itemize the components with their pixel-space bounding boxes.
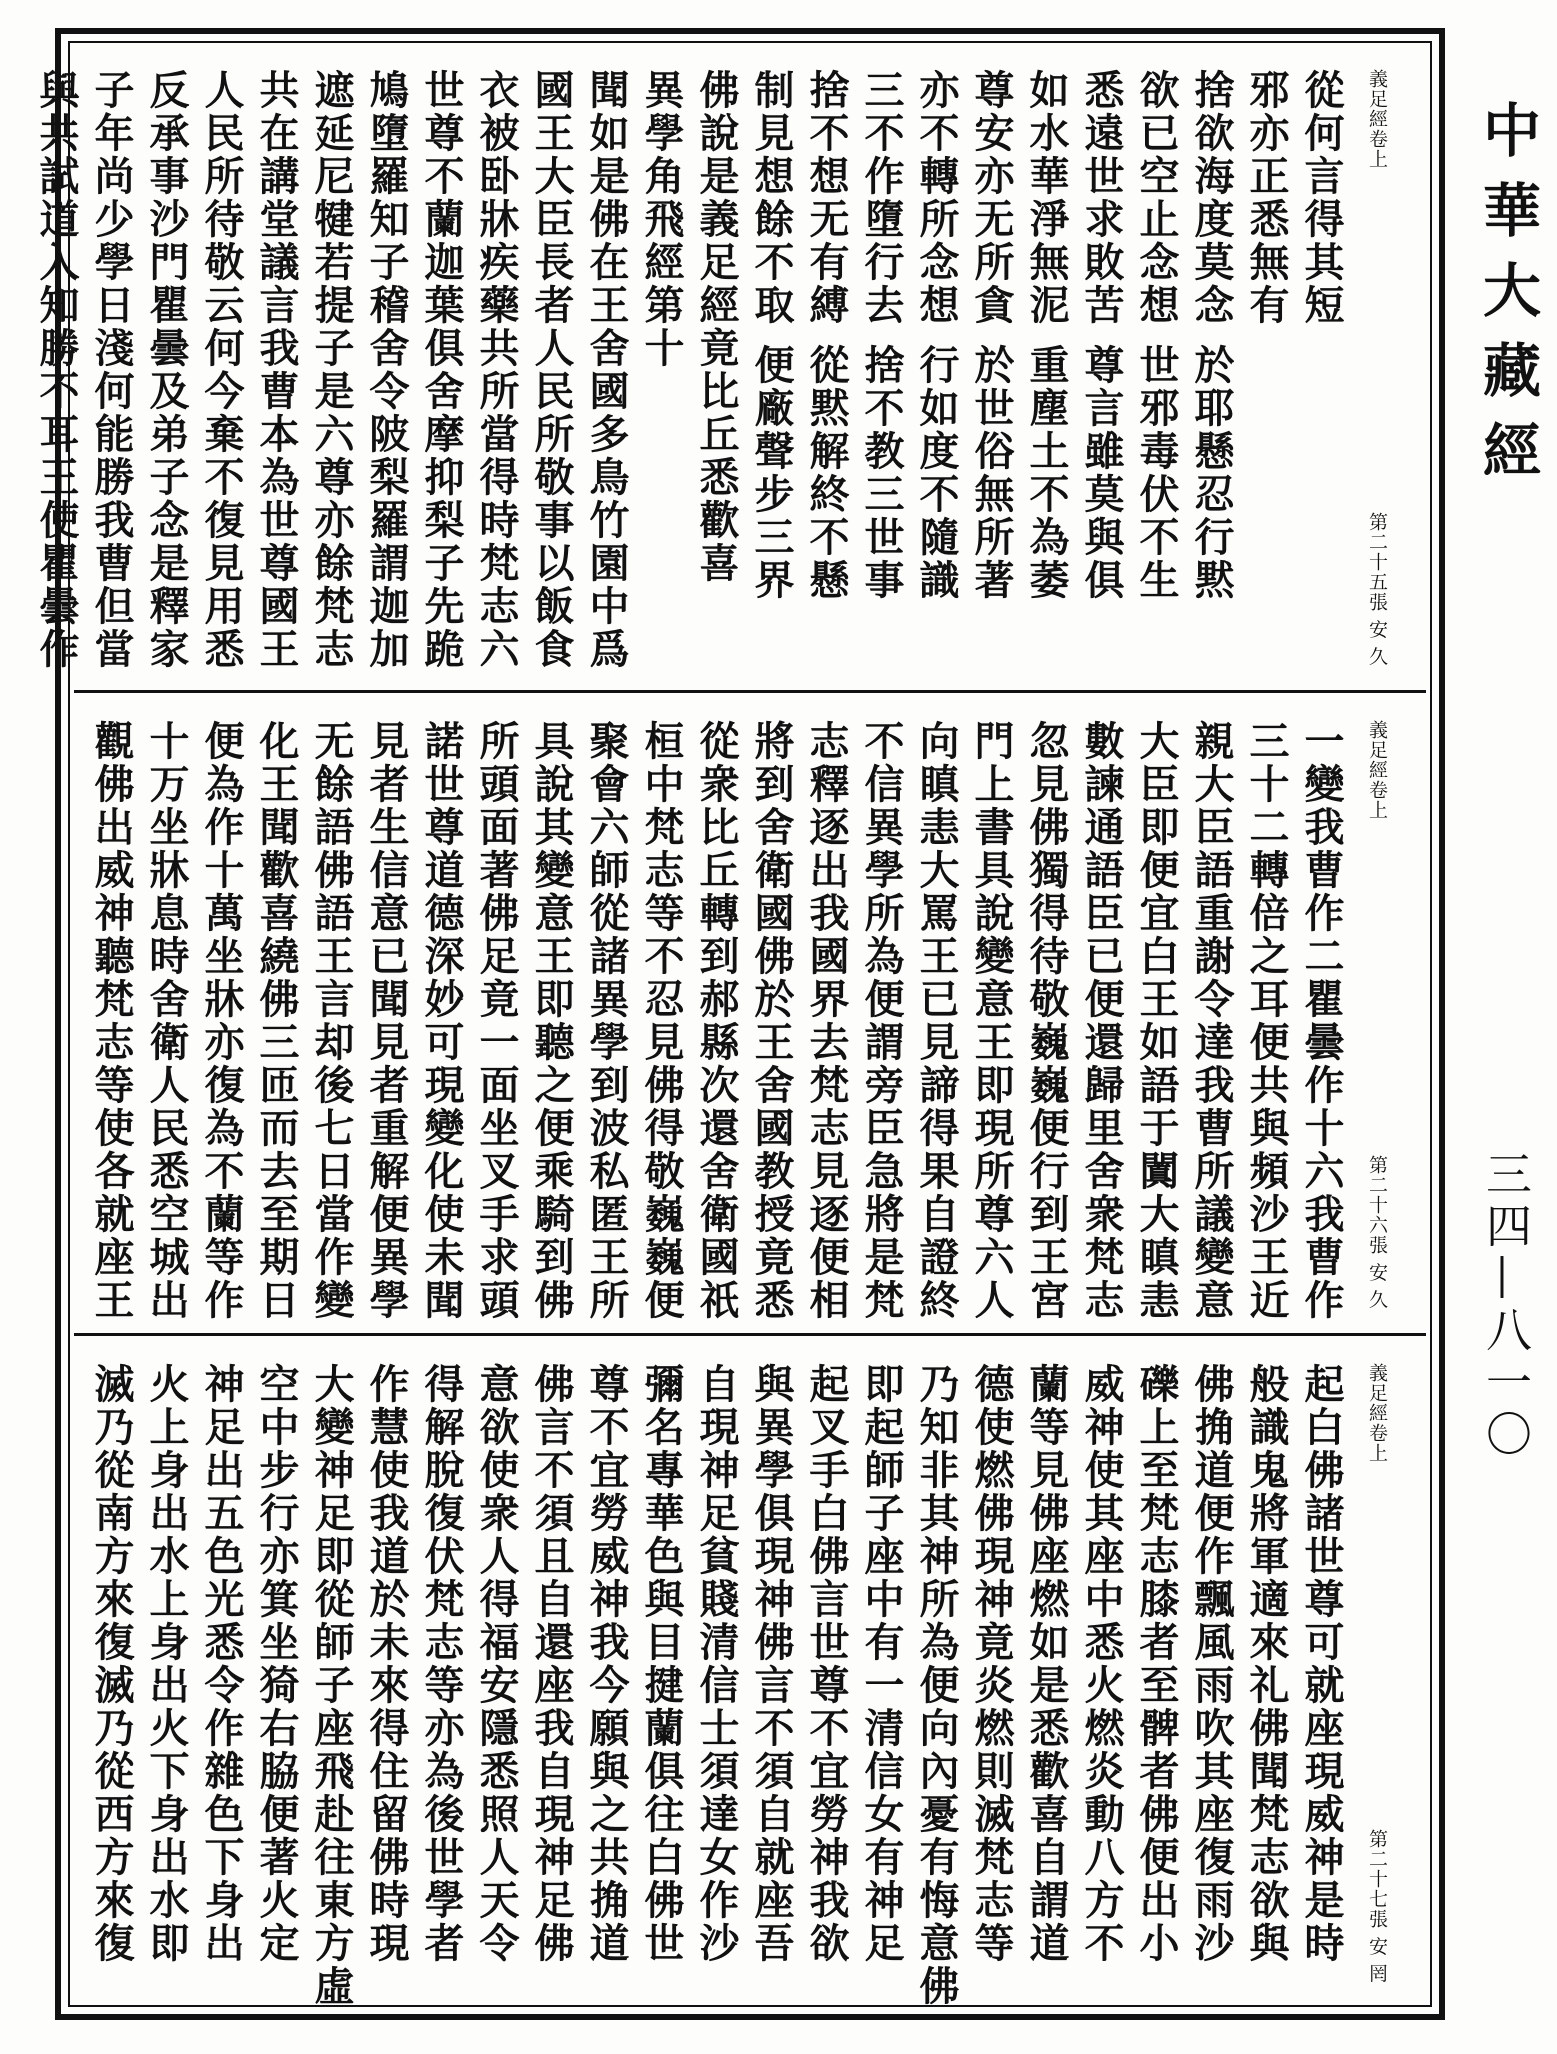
panel-header — [1349, 720, 1404, 1319]
text-column: 德使燃佛現神竟炎燃則滅梵志等 — [968, 1363, 1015, 1965]
panel-divider — [74, 690, 1426, 693]
column-group — [29, 69, 1404, 676]
text-column: 便為作十萬坐牀亦復為不蘭等作 — [198, 720, 245, 1322]
text-column: 不信異學所為便謂旁臣急將是梵 — [858, 720, 905, 1322]
text-column: 彌名專華色與目揵蘭俱往白佛世 — [638, 1363, 685, 1965]
text-column: 即起師子座中有一清信女有神足 — [858, 1363, 905, 1965]
text-column: 滅乃從南方來復滅乃從西方來復 — [88, 1363, 135, 1965]
text-column: 異學角飛經第十 — [638, 69, 685, 370]
text-column: 聚會六師從諸異學到波私匿王所 — [583, 720, 630, 1322]
text-column: 具說其變意王即聽之便乘騎到佛 — [528, 720, 575, 1322]
text-column: 遮延尼犍若提子是六尊亦餘梵志 — [308, 69, 355, 671]
text-column: 亦不轉所念想 行如度不隨識 — [913, 69, 960, 602]
text-column: 欲已空止念想 世邪毒伏不生 — [1133, 69, 1180, 602]
text-column: 大臣即便宜白王如語于闐大瞋恚 — [1133, 720, 1180, 1322]
text-column: 悉遠世求敗苦 尊言雖莫與俱 — [1078, 69, 1125, 602]
panel-header — [1349, 1363, 1404, 1993]
text-column: 桓中梵志等不忍見佛得敬巍巍便 — [638, 720, 685, 1322]
text-column: 般識鬼將軍適來礼佛聞梵志欲與 — [1243, 1363, 1290, 1965]
text-column: 作慧使我道於未來得住留佛時現 — [363, 1363, 410, 1965]
text-column: 无餘語佛語王言却後七日當作變 — [308, 720, 355, 1322]
text-column: 諾世尊道德深妙可現變化使未聞 — [418, 720, 465, 1322]
text-column: 意欲使衆人得福安隱悉照人天令 — [473, 1363, 520, 1965]
text-column: 大變神足即從師子座飛赴往東方虛 — [308, 1363, 355, 2008]
text-column: 捨欲海度莫念 於耶懸忍行黙 — [1188, 69, 1235, 602]
text-column: 衣被卧牀疾藥共所當得時梵志六 — [473, 69, 520, 671]
text-column: 制見想餘不取 便廠聲步三界 — [748, 69, 795, 602]
text-column: 志釋逐出我國界去梵志見逐便相 — [803, 720, 850, 1322]
sheet-label: 第二十六張 安 久 — [1366, 1154, 1388, 1309]
text-panel-1 — [33, 47, 1426, 684]
volume-label: 義足經卷上 — [1366, 720, 1388, 820]
text-column: 子年尚少學日淺何能勝我曹但當 — [88, 69, 135, 671]
text-column: 共在講堂議言我曹本為世尊國王 — [253, 69, 300, 671]
text-column: 一變我曹作二瞿曇作十六我曹作 — [1298, 720, 1345, 1322]
text-column: 火上身出水上身出火下身出水即 — [143, 1363, 190, 1965]
text-column: 忽見佛獨得待敬巍巍便行到王宮 — [1023, 720, 1070, 1322]
text-column: 如水華淨無泥 重塵土不為萎 — [1023, 69, 1070, 602]
text-column: 佛說是義足經竟比丘悉歡喜 — [693, 69, 740, 585]
text-column: 從衆比丘轉到郝縣次還舍衛國祇 — [693, 720, 740, 1322]
text-column: 乃知非其神所為便向內憂有悔意佛 — [913, 1363, 960, 2008]
text-column: 得解脫復伏梵志等亦為後世學者 — [418, 1363, 465, 1965]
text-column: 將到舍衛國佛於王舍國教授竟悉 — [748, 720, 795, 1322]
text-column: 佛捔道便作飄風雨吹其座復雨沙 — [1188, 1363, 1235, 1965]
text-column: 國王大臣長者人民所敬事以飯食 — [528, 69, 575, 671]
volume-label: 義足經卷上 — [1366, 69, 1388, 169]
panel-divider — [74, 1333, 1426, 1336]
text-column: 起叉手白佛言世尊不宜勞神我欲 — [803, 1363, 850, 1965]
text-column: 邪亦正悉無有 — [1243, 69, 1290, 327]
text-column: 自現神足貧賤清信士須達女作沙 — [693, 1363, 740, 1965]
text-column: 神足出五色光悉令作雜色下身出 — [198, 1363, 245, 1965]
text-column: 尊不宜勞威神我今願與之共捔道 — [583, 1363, 630, 1965]
text-column: 見者生信意已聞見者重解便異學 — [363, 720, 410, 1322]
text-panel-2 — [74, 698, 1426, 1327]
column-group — [84, 1363, 1404, 2008]
text-column: 與共試道入知勝不耳王使瞿曇作 — [33, 69, 80, 671]
text-column: 鳩墮羅知子稽舍令陂梨羅謂迦加 — [363, 69, 410, 671]
text-column: 人民所待敬云何今棄不復見用悉 — [198, 69, 245, 671]
text-column: 尊安亦无所貪 於世俗無所著 — [968, 69, 1015, 602]
column-group — [84, 720, 1404, 1322]
page-number: 三四—八一〇 — [1479, 1150, 1533, 1462]
text-column: 門上書具說變意王即現所尊六人 — [968, 720, 1015, 1322]
volume-label: 義足經卷上 — [1366, 1363, 1388, 1463]
text-column: 空中步行亦箕坐猗右脇便著火定 — [253, 1363, 300, 1965]
text-panel-3 — [74, 1341, 1426, 2008]
sheet-label: 第二十五張 安 久 — [1366, 511, 1388, 666]
panel-header — [1349, 69, 1404, 676]
text-column: 三十二轉倍之耳便共與頻沙王近 — [1243, 720, 1290, 1322]
text-column: 聞如是佛在王舍國多鳥竹園中爲 — [583, 69, 630, 671]
text-column: 所頭面著佛足竟一面坐叉手求頭 — [473, 720, 520, 1322]
text-column: 反承事沙門瞿曇及弟子念是釋家 — [143, 69, 190, 671]
text-column: 蘭等見佛座燃如是悉歡喜自謂道 — [1023, 1363, 1070, 1965]
collection-title: 中華大藏經 — [1473, 100, 1541, 500]
text-column: 數諫通語臣已便還歸里舍衆梵志 — [1078, 720, 1125, 1322]
text-column: 十万坐牀息時舍衛人民悉空城出 — [143, 720, 190, 1322]
text-column: 觀佛出威神聽梵志等使各就座王 — [88, 720, 135, 1322]
text-column: 向瞋恚大罵王已見諦得果自證終 — [913, 720, 960, 1322]
text-column: 化王聞歡喜繞佛三匝而去至期日 — [253, 720, 300, 1322]
text-column: 捨不想无有縛 從黙解終不懸 — [803, 69, 850, 602]
text-column: 礫上至梵志膝者至髀者佛便出小 — [1133, 1363, 1180, 1965]
text-column: 佛言不須且自還座我自現神足佛 — [528, 1363, 575, 1965]
text-column: 從何言得其短 — [1298, 69, 1345, 327]
text-column: 親大臣語重謝令達我曹所議變意 — [1188, 720, 1235, 1322]
text-frame — [33, 28, 1445, 2020]
text-column: 威神使其座中悉火燃炎動八方不 — [1078, 1363, 1125, 1965]
text-column: 起白佛諸世尊可就座現威神是時 — [1298, 1363, 1345, 1965]
text-column: 世尊不蘭迦葉俱舍摩抑梨子先跪 — [418, 69, 465, 671]
text-column: 與異學俱現神佛言不須自就座吾 — [748, 1363, 795, 1965]
text-column: 三不作墮行去 捨不教三世事 — [858, 69, 905, 602]
sheet-label: 第二十七張 安 罔 — [1366, 1828, 1388, 1983]
